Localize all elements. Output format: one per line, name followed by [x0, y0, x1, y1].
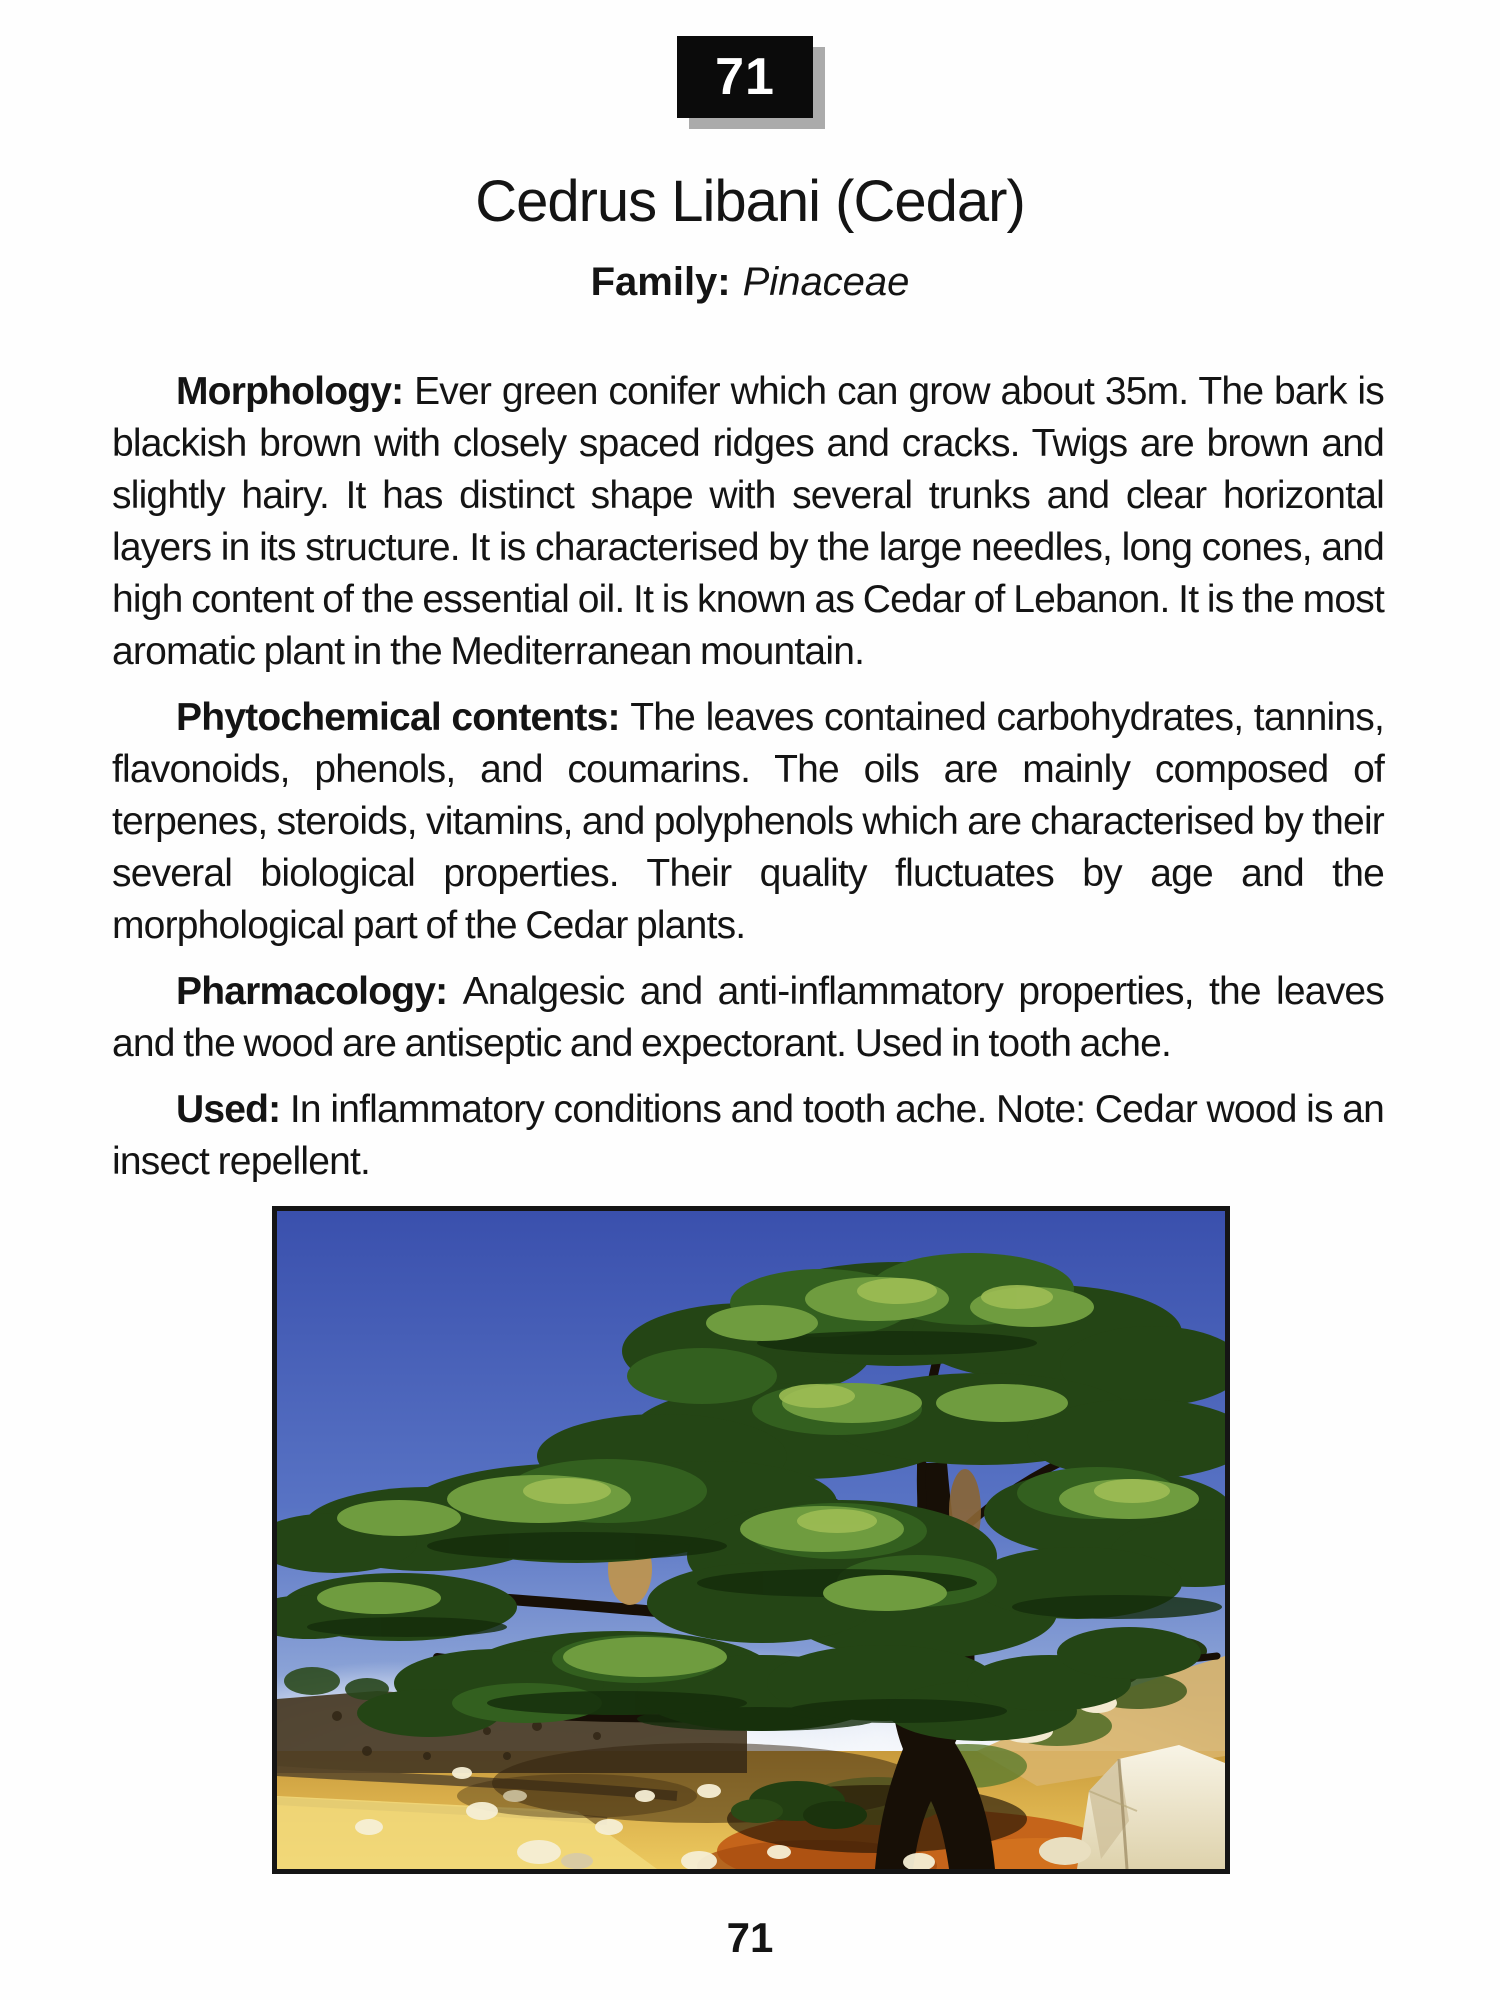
family-label: Family:	[590, 260, 731, 304]
article-body	[112, 366, 1384, 1202]
cedar-tree-photo	[272, 1206, 1230, 1874]
family-value: Pinaceae	[742, 260, 910, 304]
page-title: Cedrus Libani (Cedar)	[475, 169, 1025, 234]
cedar-photo-illustration	[277, 1211, 1225, 1869]
chapter-number: 71	[715, 48, 775, 106]
paragraph-label: Morphology:	[176, 370, 415, 413]
paragraph-text: In inflammatory conditions and tooth ache. Note: Cedar wood is an insect repellent.	[112, 1088, 1384, 1183]
paragraph-text: Analgesic and anti-inflammatory properties, the leaves and the wood are antiseptic and expectorant. Used in tooth ache.	[112, 970, 1384, 1065]
paragraph-label: Phytochemical contents:	[176, 696, 631, 739]
paragraph-text: The leaves contained carbohydrates, tannins, flavonoids, phenols, and coumarins. The oils are mainly composed of terpenes, steroids, vitamins, and polyphenols which are characterised by their several biological properties. Their quality fluctuates by age and the morphological part of the Cedar plants.	[112, 696, 1384, 947]
paragraph	[112, 966, 1384, 1070]
page-number: 71	[726, 1914, 774, 1961]
paragraph-text: Ever green conifer which can grow about 35m. The bark is blackish brown with closely spaced ridges and cracks. Twigs are brown and slightly hairy. It has distinct shape with several trunks and clear horizontal layers in its structure. It is characterised by the large needles, long cones, and high content of the essential oil. It is known as Cedar of Lebanon. It is the most aromatic plant in the Mediterranean mountain.	[112, 370, 1384, 673]
paragraph	[112, 366, 1384, 678]
family-line	[0, 260, 1500, 305]
paragraph	[112, 1084, 1384, 1188]
paragraph-label: Pharmacology:	[176, 970, 463, 1013]
chapter-number-badge	[677, 36, 813, 118]
paragraph-label: Used:	[176, 1088, 290, 1131]
paragraph	[112, 692, 1384, 952]
